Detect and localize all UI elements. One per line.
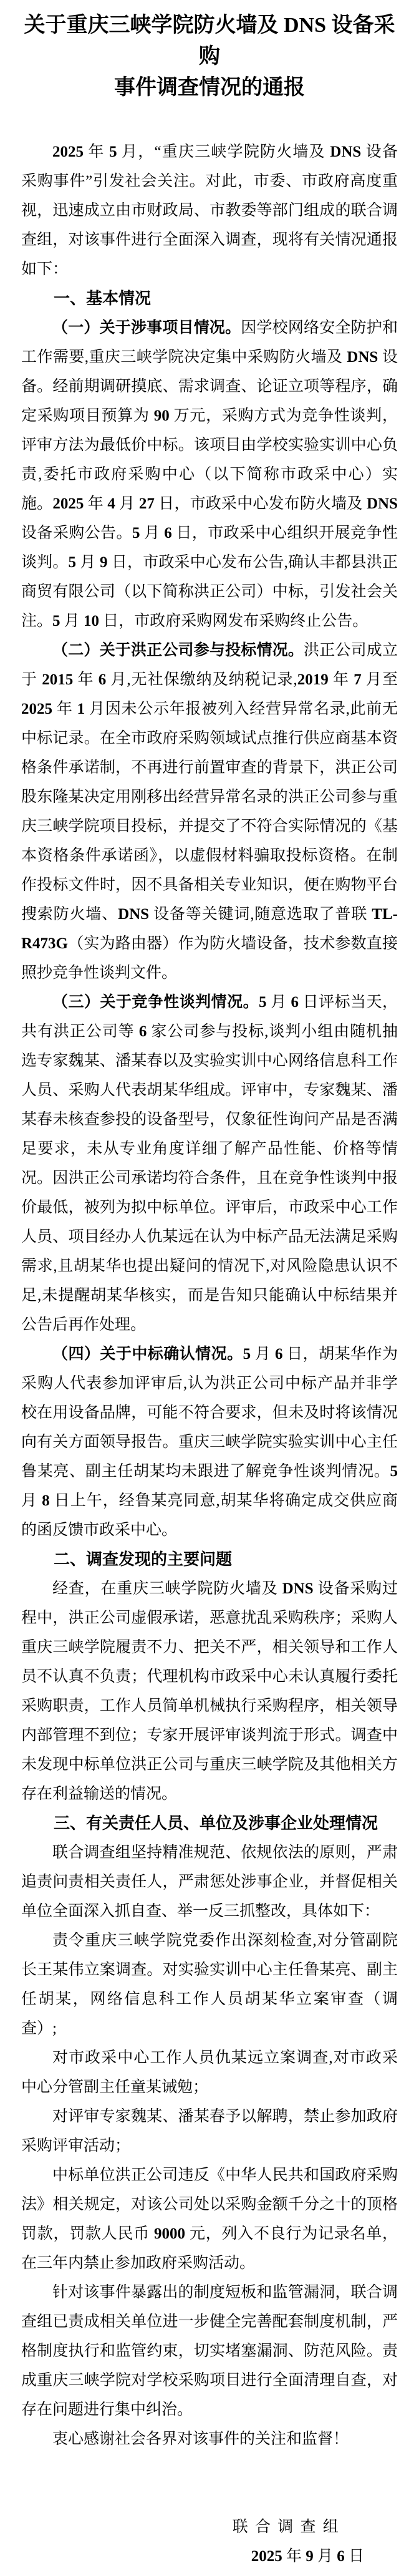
document-body (21, 137, 398, 2454)
section-heading: 三、有关责任人员、单位及涉事企业处理情况 (54, 1814, 378, 1832)
latin-text: 2025 (52, 495, 84, 512)
paragraph: 对评审专家魏某、潘某春予以解聘，禁止参加政府采购评审活动； (21, 2108, 398, 2154)
section-heading: 一、基本情况 (54, 289, 152, 308)
paragraph: 针对该事件暴露出的制度短板和监管漏洞，联合调查组已责成相关单位进一步健全完善配套制度机制，严格制度执行和监管约束，切实堵塞漏洞、防范风险。责成重庆三峡学院对学校采购项目进行全面清理自查，对存在问题进行集中纠治。 (21, 2284, 398, 2418)
latin-text: 4 (107, 495, 115, 512)
latin-text: 6 (98, 671, 107, 688)
signature-org: 联合调查组 (232, 2519, 345, 2535)
latin-text: 5 (109, 143, 117, 160)
latin-text: DNS (118, 906, 150, 923)
latin-text: 2019 (297, 671, 329, 688)
latin-text: 5 (68, 554, 76, 571)
sub-paragraph-lead: （四）关于中标确认情况。 (52, 1345, 243, 1363)
latin-text: 5 (390, 1463, 398, 1480)
latin-text: 2025 (52, 143, 84, 160)
latin-text: 6 (274, 1346, 283, 1363)
signature-date: 2025 年 9 月 6 日 (251, 2548, 364, 2565)
latin-text: 2025 (251, 2548, 282, 2565)
paragraph: 联合调查组坚持精准规范、依规依法的原则，严肃追责问责相关责任人，严肃惩处涉事企业，并督促相关单位全面深入抓自查、举一反三抓整改，具体如下： (21, 1844, 398, 1920)
sub-paragraph-lead: （二）关于洪正公司参与投标情况。 (52, 641, 304, 659)
latin-text: 10 (84, 613, 100, 629)
sub-paragraph-lead: （三）关于竞争性谈判情况。 (52, 993, 259, 1011)
latin-text: 9 (306, 2548, 314, 2565)
latin-text: DNS (347, 349, 378, 366)
latin-text: DNS (330, 143, 362, 160)
latin-text: TL-R473G (21, 906, 398, 952)
latin-text: 9 (99, 554, 108, 571)
section-heading: 二、调查发现的主要问题 (54, 1550, 233, 1568)
sub-paragraph: （四）关于中标确认情况。5 月 6 日，胡某华作为采购人代表参加评审后,认为洪正公司中标产品并非学校在用设备品牌，可能不符合要求，但未及时将该情况向有关方面领导报告。重庆三峡学院实验实训中心主任鲁某亮、副主任胡某均未跟进了解竞争性谈判情况。5 月 8 日上午，经鲁某亮同意,胡某华将确定成交供应商的函反馈市政采中心。 (21, 1345, 398, 1538)
latin-text: DNS (366, 495, 398, 512)
latin-text: 5 (259, 994, 267, 1011)
paragraph: 对市政采中心工作人员仇某远立案调查,对市政采中心分管副主任童某诫勉； (21, 2049, 398, 2096)
latin-text: 8 (42, 1492, 50, 1509)
document-title (21, 10, 398, 104)
latin-text: 90 (153, 407, 170, 424)
latin-text: DNS (282, 1580, 314, 1597)
paragraph: 2025 年 5 月，“重庆三峡学院防火墙及 DNS 设备采购事件”引发社会关注。对此，市委、市政府高度重视，迅速成立由市财政局、市教委等部门组成的联合调查组，对该事件进行全面深入调查，现将有关情况通报如下： (21, 143, 398, 278)
latin-text: 5 (243, 1346, 251, 1363)
paragraph: 经查，在重庆三峡学院防火墙及 DNS 设备采购过程中，洪正公司虚假承诺，恶意扰乱采购秩序；采购人重庆三峡学院履责不力、把关不严，相关领导和工作人员不认真不负责；代理机构市政采中心未认真履行委托采购职责，工作人员简单机械执行采购程序，相关领导内部管理不到位；专家开展评审谈判流于形式。调查中未发现中标单位洪正公司与重庆三峡学院及其他相关方存在利益输送的情况。 (21, 1580, 398, 1802)
sub-paragraph: （一）关于涉事项目情况。因学校网络安全防护和工作需要,重庆三峡学院决定集中采购防火墙及 DNS 设备。经前期调研摸底、需求调查、论证立项等程序，确定采购项目预算为 90 万元，采购方式为竞争性谈判，评审方法为最低价中标。该项目由学校实验实训中心负责,委托市政府采购中心（以下简称市政采中心）实施。2025 年 4 月 27 日，市政采中心发布防火墙及 DNS 设备采购公告。5 月 6 日，市政采中心组织开展竞争性谈判。5 月 9 日，市政采中心发布公告,确认丰都县洪正商贸有限公司（以下简称洪正公司）中标，引发社会关注。5 月 10 日，市政府采购网发布采购终止公告。 (21, 319, 398, 629)
latin-text: 27 (138, 495, 155, 512)
latin-text: 6 (138, 1023, 147, 1040)
document-title-line-1: 关于重庆三峡学院防火墙及 DNS 设备采购 (24, 14, 395, 68)
latin-text: 9000 (154, 2225, 185, 2242)
latin-text: 7 (354, 671, 362, 688)
latin-text: 2015 (42, 671, 74, 688)
sub-paragraph-lead: （一）关于涉事项目情况。 (52, 319, 241, 336)
paragraph: 中标单位洪正公司违反《中华人民共和国政府采购法》相关规定，对该公司处以采购金额千分之十的顶格罚款，罚款人民币 9000 元，列入不良行为记录名单，在三年内禁止参加政府采购活动。 (21, 2167, 398, 2272)
signature-block (21, 2512, 398, 2571)
paragraph: 责令重庆三峡学院党委作出深刻检查,对分管副院长王某伟立案调查。对实验实训中心主任鲁某亮、副主任胡某，网络信息科工作人员胡某华立案审查（调查）; (21, 1932, 398, 2037)
latin-text: 6 (291, 994, 299, 1011)
latin-text: DNS (283, 14, 327, 37)
latin-text: 6 (164, 525, 172, 542)
latin-text: 1 (77, 701, 85, 717)
paragraph: 衷心感谢社会各界对该事件的关注和监督！ (52, 2431, 349, 2447)
sub-paragraph: （二）关于洪正公司参与投标情况。洪正公司成立于 2015 年 6 月,无社保缴纳及纳税记录,2019 年 7 月至 2025 年 1 月因未公示年报被列入经营异常名录,此前无中标记录。在全市政府采购领域试点推行供应商基本资格条件承诺制，不再进行前置审查的背景下，洪正公司股东隆某决定用刚移出经营异常名录的洪正公司参与重庆三峡学院项目投标，并提交了不符合实际情况的《基本资格条件承诺函》，以虚假材料骗取投标资格。在制作投标文件时，因不具备相关专业知识，便在购物平台搜索防火墙、DNS 设备等关键词,随意选取了普联 TL-R473G（实为路由器）作为防火墙设备，技术参数直接照抄竞争性谈判文件。 (21, 641, 398, 981)
latin-text: 6 (337, 2548, 345, 2565)
latin-text: 2025 (21, 701, 52, 717)
latin-text: 5 (132, 525, 140, 542)
document-title-line-2: 事件调查情况的通报 (114, 76, 305, 99)
latin-text: 5 (52, 613, 60, 629)
sub-paragraph: （三）关于竞争性谈判情况。5 月 6 日评标当天，共有洪正公司等 6 家公司参与投标,谈判小组由随机抽选专家魏某、潘某春以及实验实训中心网络信息科工作人员、采购人代表胡某华组成。评审中，专家魏某、潘某春未核查参投的设备型号，仅象征性询问产品是否满足要求，未从专业角度详细了解产品性能、价格等情况。因洪正公司承诺均符合条件，且在竞争性谈判中报价最低，被列为拟中标单位。评审后，市政采中心工作人员、项目经办人仇某远在认为中标产品无法满足采购需求,且胡某华也提出疑问的情况下,对风险隐患认识不足,未提醒胡某华核实，而是告知只能确认中标结果并公告后再作处理。 (21, 993, 398, 1333)
